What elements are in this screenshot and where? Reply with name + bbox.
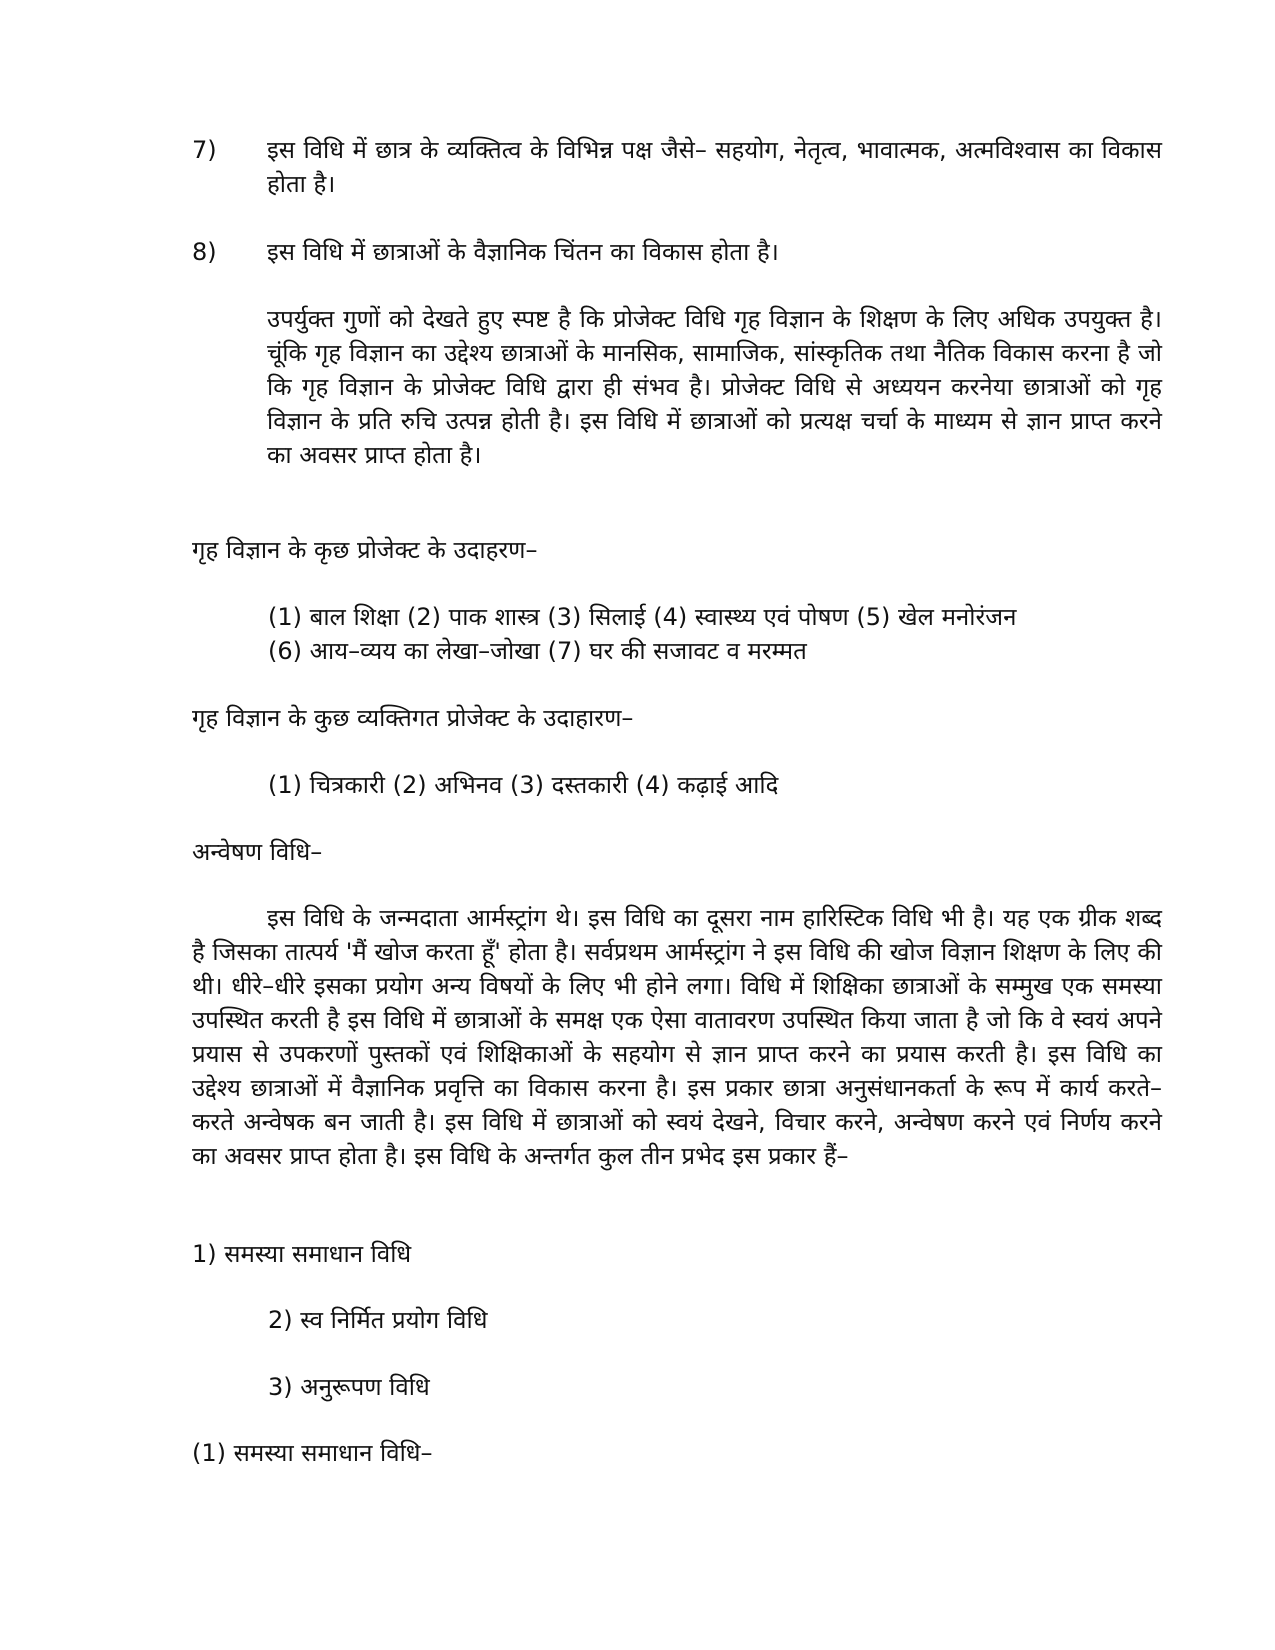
personal-projects-line: (1) चित्रकारी (2) अभिनव (3) दस्तकारी (4) कढ़ाई आदि: [268, 771, 779, 799]
list-item-7: [192, 133, 1162, 201]
list-item-number: 7): [192, 136, 217, 164]
projects-heading: गृह विज्ञान के कृछ प्रोजेक्ट के उदाहरण–: [192, 536, 538, 564]
personal-projects-heading: गृह विज्ञान के कुछ व्यक्तिगत प्रोजेक्ट के उदाहारण–: [192, 704, 634, 732]
exploration-method-heading: अन्वेषण विधि–: [192, 838, 323, 866]
summary-paragraph: उपर्युक्त गुणों को देखते हुए स्पष्ट है कि प्रोजेक्ट विधि गृह विज्ञान के शिक्षण के लिए अधिक उपयुक्त है। चूंकि गृह विज्ञान का उद्देश्य छात्राओं के मानसिक, सामाजिक, सांस्कृतिक तथा नैतिक विकास करना है जो कि गृह विज्ञान के प्रोजेक्ट विधि द्वारा ही संभव है। प्रोजेक्ट विधि से अध्ययन करनेया छात्राओं को गृह विज्ञान के प्रति रुचि उत्पन्न होती है। इस विधि में छात्राओं को प्रत्यक्ष चर्चा के माध्यम से ज्ञान प्राप्त करने का अवसर प्राप्त होता है।: [267, 305, 1162, 469]
list-item-number: 8): [192, 238, 217, 266]
sub-method-2: 2) स्व निर्मित प्रयोग विधि: [268, 1306, 488, 1334]
list-item-8: [192, 235, 1162, 269]
sub-method-1: 1) समस्या समाधान विधि: [192, 1240, 412, 1268]
problem-solving-heading: (1) समस्या समाधान विधि–: [192, 1439, 433, 1467]
list-item-text: इस विधि में छात्राओं के वैज्ञानिक चिंतन का विकास होता है।: [267, 238, 779, 266]
projects-line-2: (6) आय–व्यय का लेखा–जोखा (7) घर की सजावट व मरम्मत: [268, 637, 807, 665]
projects-line-1: (1) बाल शिक्षा (2) पाक शास्त्र (3) सिलाई (4) स्वास्थ्य एवं पोषण (5) खेल मनोरंजन: [268, 603, 1017, 631]
sub-method-3: 3) अनुरूपण विधि: [268, 1373, 430, 1401]
exploration-paragraph: इस विधि के जन्मदाता आर्मस्ट्रांग थे। इस विधि का दूसरा नाम हारिस्टिक विधि भी है। यह एक ग्रीक शब्द है जिसका तात्पर्य 'मैं खोज करता हूँ' होता है। सर्वप्रथम आर्मस्ट्रांग ने इस विधि की खोज विज्ञान शिक्षण के लिए की थी। धीरे–धीरे इसका प्रयोग अन्य विषयों के लिए भी होने लगा। विधि में शिक्षिका छात्राओं के सम्मुख एक समस्या उपस्थित करती है इस विधि में छात्राओं के समक्ष एक ऐसा वातावरण उपस्थित किया जाता है जो कि वे स्वयं अपने प्रयास से उपकरणों पुस्तकों एवं शिक्षिकाओं के सहयोग से ज्ञान प्राप्त करने का प्रयास करती है। इस विधि का उद्देश्य छात्राओं में वैज्ञानिक प्रवृत्ति का विकास करना है। इस प्रकार छात्रा अनुसंधानकर्ता के रूप में कार्य करते–करते अन्वेषक बन जाती है। इस विधि में छात्राओं को स्वयं देखने, विचार करने, अन्वेषण करने एवं निर्णय करने का अवसर प्राप्त होता है। इस विधि के अन्तर्गत कुल तीन प्रभेद इस प्रकार हैं–: [192, 904, 1162, 1170]
list-item-text: इस विधि में छात्र के व्यक्तित्व के विभिन्न पक्ष जैसे– सहयोग, नेतृत्व, भावात्मक, अत्मविश्वास का विकास होता है।: [267, 136, 1162, 198]
